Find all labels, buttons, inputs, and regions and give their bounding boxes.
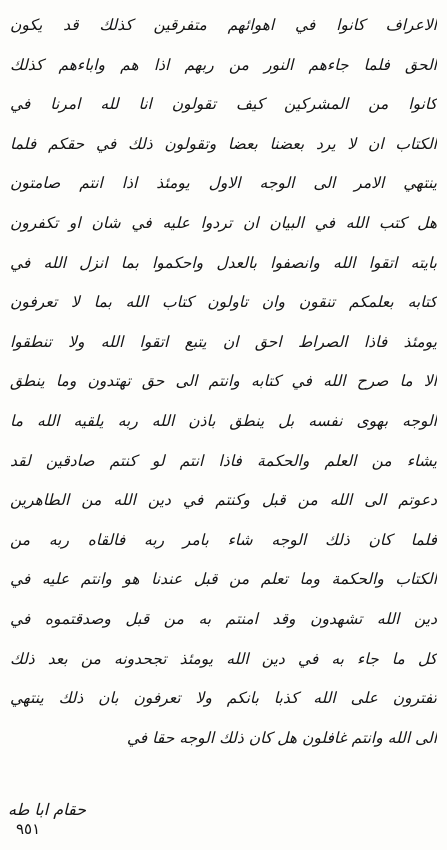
manuscript-line: الكتاب والحكمة وما تعلم من قبل عندنا هو وانتم عليه في <box>10 570 437 589</box>
manuscript-line: ينتهي الامر الى الوجه الاول يومئذ اذا انتم صامتون <box>10 174 437 193</box>
manuscript-line: الكتاب ان لا يرد بعضنا بعضا وتقولون ذلك في حقكم فلما <box>10 134 437 153</box>
manuscript-line: دين الله تشهدون وقد امنتم به من قبل وصدقتموه في <box>10 609 437 628</box>
manuscript-line: بايته اتقوا الله وانصفوا بالعدل واحكموا بما انزل الله في <box>10 253 437 272</box>
manuscript-line: دعوتم الى الله من قبل وكنتم في دين الله من الطاهرين <box>10 491 437 510</box>
manuscript-line: الاعراف كانوا في اهوائهم متفرقين كذلك قد يكون <box>10 16 437 34</box>
manuscript-line: يشاء من العلم والحكمة فاذا انتم لو كنتم صادقين لقد <box>10 451 437 470</box>
manuscript-line: الوجه بهوى نفسه بل ينطق باذن الله ربه يلقيه الله ما <box>10 411 437 430</box>
manuscript-line: كانوا من المشركين كيف تقولون انا لله امرنا في <box>10 95 437 114</box>
manuscript-line: هل كتب الله في البيان ان تردوا عليه في شان او تكفرون <box>10 213 437 232</box>
manuscript-line: يومئذ فاذا الصراط احق ان يتبع اتقوا الله ولا تنطقوا <box>10 332 437 351</box>
manuscript-line: تفترون على الله كذبا بانكم ولا تعرفون بان ذلك ينتهي <box>10 689 437 708</box>
manuscript-body <box>10 6 437 758</box>
manuscript-line: الا ما صرح الله في كتابه وانتم الى حق تهتدون وما ينطق <box>10 372 437 391</box>
manuscript-line: كتابه بعلمكم تنقون وان تاولون كتاب الله بما لا تعرفون <box>10 293 437 312</box>
signature: حقام ابا طه <box>8 800 87 819</box>
manuscript-line: الحق فلما جاءهم النور من ربهم اذا هم واباءهم كذلك <box>10 55 437 74</box>
manuscript-line: فلما كان ذلك الوجه شاء بامر ربه فالقاه ربه من <box>10 530 437 549</box>
manuscript-line: الى الله وانتم غافلون هل كان ذلك الوجه حقا في <box>126 728 437 747</box>
manuscript-line: كل ما جاء به في دين الله يومئذ تجحدونه من بعد ذلك <box>10 649 437 668</box>
page-number: ٩٥١ <box>16 820 41 838</box>
